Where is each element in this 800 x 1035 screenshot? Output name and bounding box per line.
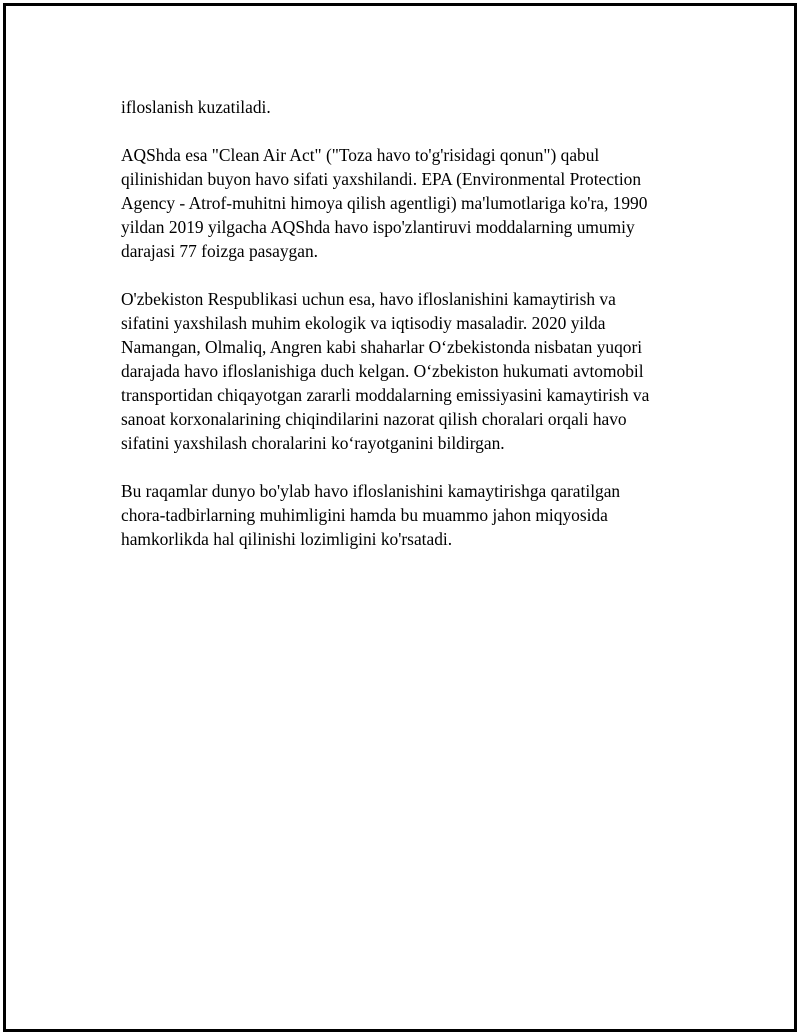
paragraph-continuation: ifloslanish kuzatiladi.	[121, 97, 271, 117]
document-body	[121, 95, 701, 575]
paragraph-usa-clean-air-act: AQShda esa "Clean Air Act" ("Toza havo to'g'risidagi qonun") qabul qilinishidan buyon havo sifati yaxshilandi. EPA (Environmental Protection Agency - Atrof-muhitni himoya qilish agentligi) ma'lumotlariga ko'ra, 1990 yildan 2019 yilgacha AQShda havo ispo'zlantiruvi moddalarning umumiy darajasi 77 foizga pasaygan.	[121, 145, 648, 261]
document-page	[3, 3, 797, 1032]
paragraph-uzbekistan: O'zbekiston Respublikasi uchun esa, havo ifloslanishini kamaytirish va sifatini yaxshilash muhim ekologik va iqtisodiy masaladir. 2020 yilda Namangan, Olmaliq, Angren kabi shaharlar O‘zbekistonda nisbatan yuqori darajada havo ifloslanishiga duch kelgan. O‘zbekiston hukumati avtomobil transportidan chiqayotgan zararli moddalarning emissiyasini kamaytirish va sanoat korxonalarining chiqindilarini nazorat qilish choralari orqali havo sifatini yaxshilash choralarini ko‘rayotganini bildirgan.	[121, 289, 650, 453]
paragraph-conclusion: Bu raqamlar dunyo bo'ylab havo ifloslanishini kamaytirishga qaratilgan chora-tadbirlarning muhimligini hamda bu muammo jahon miqyosida hamkorlikda hal qilinishi lozimligini ko'rsatadi.	[121, 481, 621, 549]
